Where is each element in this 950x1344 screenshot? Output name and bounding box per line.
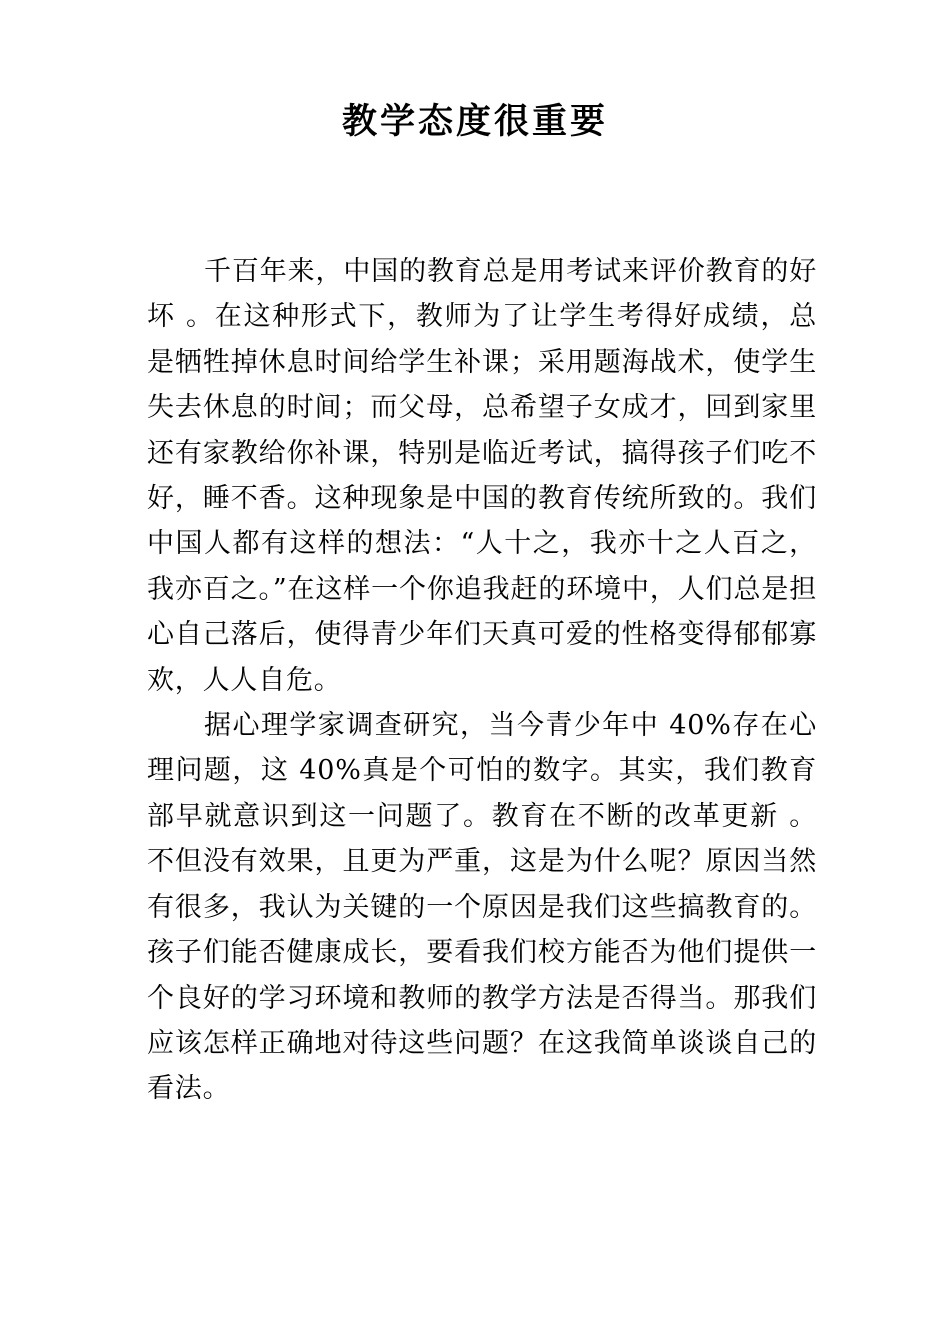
document-title: 教学态度很重要 [341, 101, 608, 142]
document-body [147, 249, 817, 1112]
paragraph-2: 据心理学家调查研究，当今青少年中 40%存在心理问题，这 40%真是个可怕的数字。其实，我们教育部早就意识到这一问题了。教育在不断的改革更新 。不但没有效果，且更为严重，这是为什么呢？原因当然有很多，我认为关键的一个原因是我们这些搞教育的。孩子们能否健康成长，要看我们校方能否为他们提供一个良好的学习环境和教师的教学方法是否得当。那我们应该怎样正确地对待这些问题？在这我简单谈谈自己的看法。 [147, 710, 817, 1105]
paragraph-1: 千百年来，中国的教育总是用考试来评价教育的好坏 。在这种形式下，教师为了让学生考得好成绩，总是牺牲掉休息时间给学生补课；采用题海战术，使学生失去休息的时间；而父母，总希望子女成才，回到家里还有家教给你补课，特别是临近考试，搞得孩子们吃不好，睡不香。这种现象是中国的教育传统所致的。我们中国人都有这样的想法：“人十之，我亦十之人百之，我亦百之。”在这样一个你追我赶的环境中，人们总是担心自己落后，使得青少年们天真可爱的性格变得郁郁寡欢，人人自危。 [147, 256, 817, 696]
